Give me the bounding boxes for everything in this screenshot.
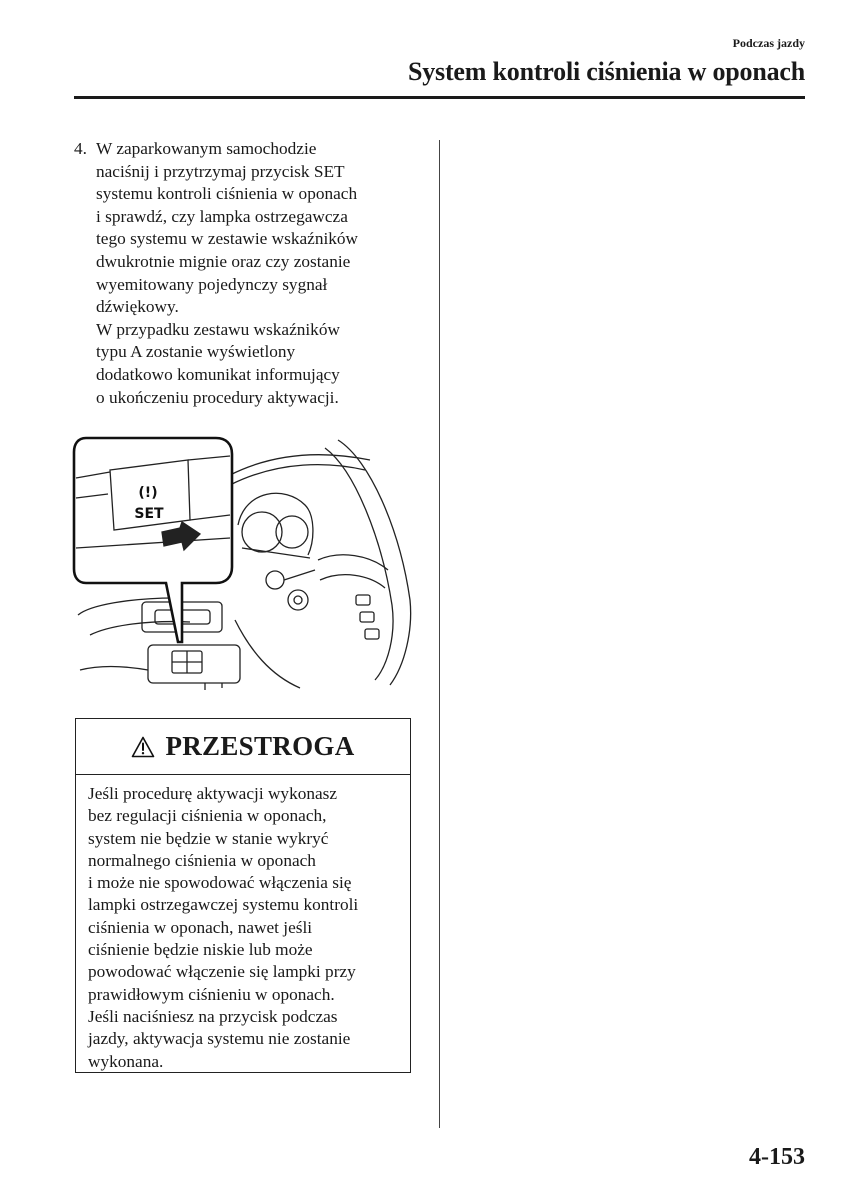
step-line: dźwiękowy. xyxy=(96,297,179,317)
step-text xyxy=(96,138,419,409)
step-4 xyxy=(74,138,419,409)
step-line: typu A zostanie wyświetlony xyxy=(96,342,296,362)
step-line: naciśnij i przytrzymaj przycisk SET xyxy=(96,161,345,181)
step-line: W przypadku zestawu wskaźników xyxy=(96,319,340,339)
dashboard-illustration xyxy=(70,430,420,695)
step-line: dodatkowo komunikat informujący xyxy=(96,364,340,384)
step-number: 4. xyxy=(74,139,87,158)
caution-line: ciśnienia w oponach, nawet jeśli xyxy=(88,917,313,937)
caution-line: system nie będzie w stanie wykryć xyxy=(88,828,329,848)
tire-pressure-icon: (!) xyxy=(138,485,158,501)
caution-box xyxy=(75,718,411,1073)
caution-line: Jeśli naciśniesz na przycisk podczas xyxy=(88,1006,338,1026)
step-line: i sprawdź, czy lampka ostrzegawcza xyxy=(96,206,348,226)
set-label: SET xyxy=(134,506,164,522)
caution-line: wykonana. xyxy=(88,1051,164,1071)
caution-line: jazdy, aktywacja systemu nie zostanie xyxy=(88,1029,351,1049)
caution-line: ciśnienie będzie niskie lub może xyxy=(88,940,313,960)
caution-line: lampki ostrzegawczej systemu kontroli xyxy=(88,895,359,915)
caution-line: powodować włączenie się lampki przy xyxy=(88,962,356,982)
caution-header xyxy=(76,719,410,775)
caution-line: i może nie spowodować włączenia się xyxy=(88,873,352,893)
caution-text xyxy=(76,775,410,1073)
step-line: W zaparkowanym samochodzie xyxy=(96,139,317,158)
caution-line: Jeśli procedurę aktywacji wykonasz xyxy=(88,784,338,803)
section-label: Podczas jazdy xyxy=(732,36,805,50)
step-line: dwukrotnie mignie oraz czy zostanie xyxy=(96,251,351,271)
step-line: o ukończeniu procedury aktywacji. xyxy=(96,387,339,407)
header-rule xyxy=(74,96,805,99)
page-number: 4-153 xyxy=(749,1144,805,1170)
caution-line: bez regulacji ciśnienia w oponach, xyxy=(88,806,327,826)
step-line: tego systemu w zestawie wskaźników xyxy=(96,229,359,249)
zoom-callout xyxy=(74,438,232,642)
caution-line: normalnego ciśnienia w oponach xyxy=(88,850,316,870)
column-divider xyxy=(439,140,440,1128)
caution-line: prawidłowym ciśnieniu w oponach. xyxy=(88,984,335,1004)
page-title: System kontroli ciśnienia w oponach xyxy=(407,57,805,86)
step-line: wyemitowany pojedynczy sygnał xyxy=(96,274,328,294)
caution-title: PRZESTROGA xyxy=(165,731,355,761)
warning-triangle-icon xyxy=(131,736,155,758)
step-line: systemu kontroli ciśnienia w oponach xyxy=(96,184,358,204)
